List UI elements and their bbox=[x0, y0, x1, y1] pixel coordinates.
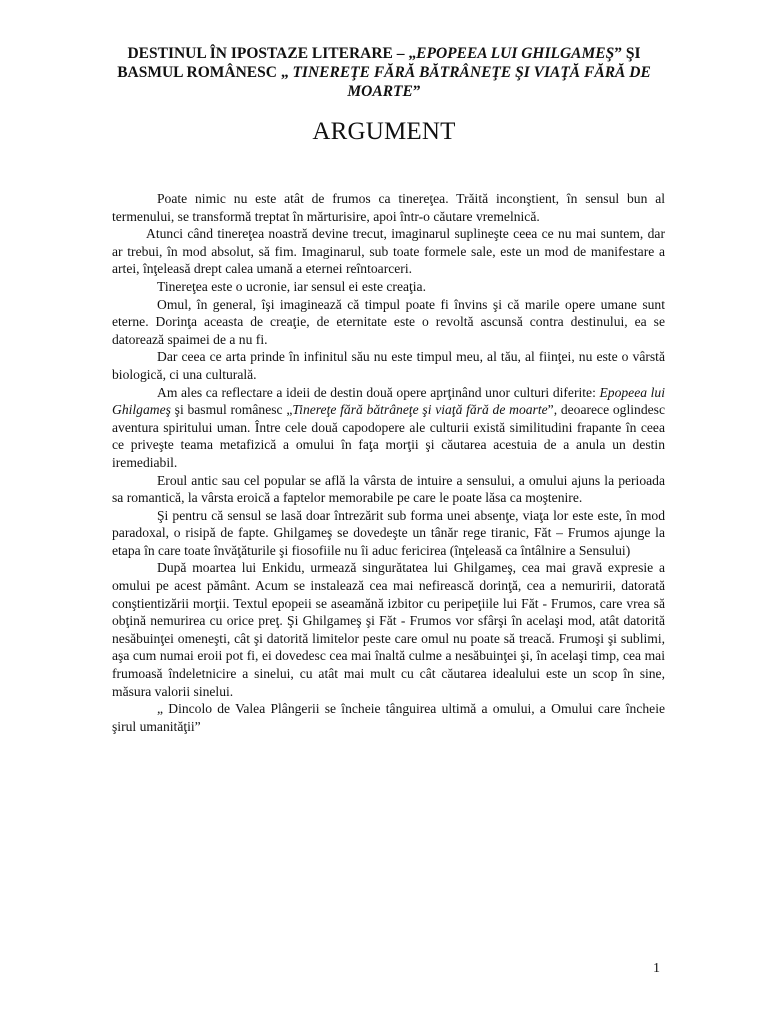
paragraph-6-part-a: Am ales ca reflectare a ideii de destin două opere aprţinând unor culturi diferite: bbox=[157, 384, 600, 400]
heading-epic-title: EPOPEEA LUI GHILGAMEŞ bbox=[416, 45, 615, 62]
heading-line2-start: BASMUL ROMÂNESC „ bbox=[117, 64, 293, 81]
paragraph-2: Atunci când tinereţea noastră devine trecut, imaginarul suplineşte ceea ce nu mai suntem, dar ar trebui, în mod absolut, să fim. Imaginarul, sub toate formele sale, este un mod de manifestare a artei, înţeleasă drept calea umană a eternei reîntoarceri. bbox=[112, 226, 665, 277]
paragraph-6-tale-title: Tinereţe fără bătrâneţe şi viaţă fără de moarte bbox=[292, 402, 548, 418]
paragraph-7: Eroul antic sau cel popular se află la vârsta de intuire a sensului, a omului ajuns la perioada sa romantică, la vârsta eroică a faptelor memorabile pe care le poate lăsa ca moştenire. bbox=[112, 472, 665, 506]
paragraph-6-epic-title: Epopeea lui Ghilgameş bbox=[112, 384, 665, 418]
body-text bbox=[112, 190, 665, 735]
paragraph-3: Tinereţea este o ucronie, iar sensul ei este creaţia. bbox=[157, 278, 426, 294]
heading-line2-end: ” bbox=[412, 83, 421, 100]
paragraph-6-part-c: ”, deoarece oglindesc aventura spiritului uman. Între cele două capodopere ale culturii există similitudini frapante în ceea ce priveşte teama metafizică a omului în faţa morţii şi căutarea acestuia de a anula un destin iremediabil. bbox=[112, 402, 665, 470]
document-heading bbox=[100, 44, 668, 101]
page-number: 1 bbox=[653, 961, 660, 976]
section-title: ARGUMENT bbox=[312, 118, 456, 145]
paragraph-6 bbox=[112, 384, 665, 472]
paragraph-4: Omul, în general, îşi imaginează că timpul poate fi învins şi că marile opere umane sunt eterne. Dorinţa aceasta de creaţie, de eternitate este o revoltă ascunsă contra destinului, ea se datorează spaimei de a nu fi. bbox=[112, 296, 665, 347]
heading-tale-title: TINEREŢE FĂRĂ BĂTRÂNEŢE ŞI VIAŢĂ FĂRĂ DE MOARTE bbox=[292, 64, 651, 100]
paragraph-8: Şi pentru că sensul se lasă doar întrezărit sub forma unei absenţe, viaţa lor este este, în mod paradoxal, o risipă de fapte. Ghilgameş se dovedeşte un tânăr rege tiranic, Făt – Frumos ajunge la etapa în care toate învăţăturile şi fiosofiile nu îi aduc fericirea (înţeleasă ca întâlnire a Sensului) bbox=[112, 507, 665, 558]
heading-line1-start: DESTINUL ÎN IPOSTAZE LITERARE – „ bbox=[127, 45, 417, 62]
paragraph-1: Poate nimic nu este atât de frumos ca tinereţea. Trăită inconştient, în sensul bun al termenului, se transformă treptat în mărturisire, apoi într-o căutare vremelnică. bbox=[112, 191, 665, 224]
heading-line1-end: ” ŞI bbox=[614, 45, 641, 62]
paragraph-9: După moartea lui Enkidu, urmează singurătatea lui Ghilgameş, cea mai gravă expresie a omului pe acest pământ. Acum se instalează cea mai nefirească dorinţă, cea a nemuririi, datorată conştientizării morţii. Textul epopeii se aseamănă izbitor cu peripeţiile lui Făt - Frumos, care vrea să obţină nemurirea cu orice preţ. Şi Ghilgameş şi Făt - Frumos vor sfârşi în acelaşi mod, atât datorită nesăbuinţei omeneşti, cât şi datorită limitelor peste care omul nu poate să treacă. Frumoşi şi sublimi, aşa cum numai eroii pot fi, ei dovedesc cea mai înaltă culme a nesăbuinţei şi, în acelaşi timp, cea mai frumoasă îndeletnicire a sinelui, cu atât mai mult cu cât căutarea idealului este un scop în sine, măsura valorii sinelui. bbox=[112, 560, 665, 699]
paragraph-5: Dar ceea ce arta prinde în infinitul său nu este timpul meu, al tău, al fiinţei, nu este o vârstă biologică, ci una culturală. bbox=[112, 349, 665, 382]
paragraph-6-part-b: şi basmul românesc „ bbox=[170, 402, 293, 418]
paragraph-10: „ Dincolo de Valea Plângerii se încheie tânguirea ultimă a omului, a Omului care încheie şirul umanităţii” bbox=[112, 701, 665, 734]
